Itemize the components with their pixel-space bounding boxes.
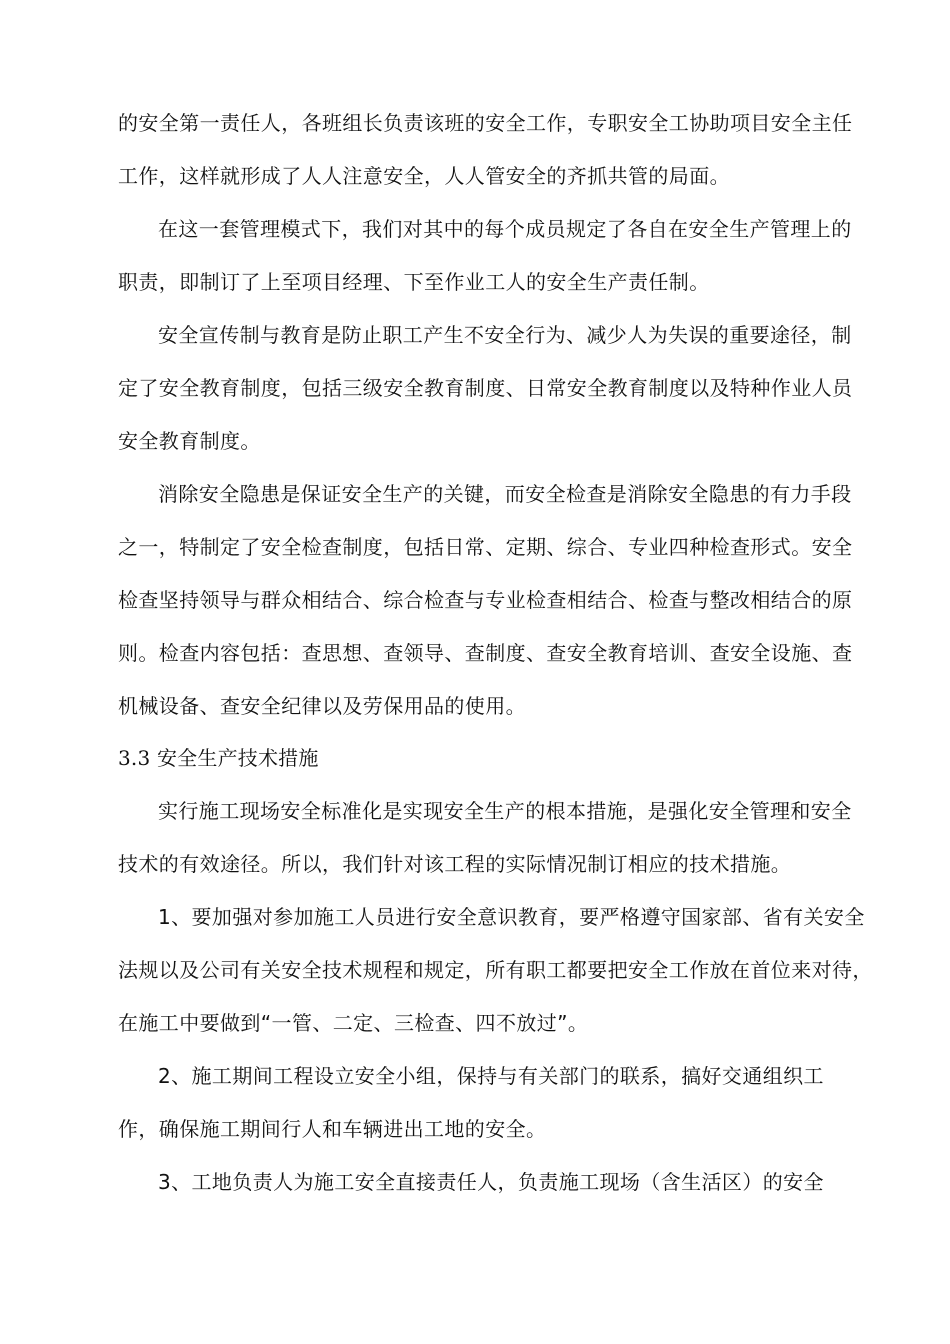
paragraph-first-line: 1、要加强对参加施工人员进行安全意识教育，要严格遵守国家部、省有关安全	[158, 905, 865, 929]
paragraph-first-line: 消除安全隐患是保证安全生产的关键，而安全检查是消除安全隐患的有力手段	[158, 482, 852, 506]
text-line: 作，确保施工期间行人和车辆进出工地的安全。	[118, 1117, 547, 1141]
text-line: 机械设备、查安全纪律以及劳保用品的使用。	[118, 694, 526, 718]
paragraph-first-line: 在这一套管理模式下，我们对其中的每个成员规定了各自在安全生产管理上的	[158, 217, 852, 241]
text-line: 职责，即制订了上至项目经理、下至作业工人的安全生产责任制。	[118, 270, 710, 294]
text-line: 安全教育制度。	[118, 429, 261, 453]
text-line: 之一，特制定了安全检查制度，包括日常、定期、综合、专业四种检查形式。安全	[118, 535, 853, 559]
text-line: 则。检查内容包括：查思想、查领导、查制度、查安全教育培训、查安全设施、查	[118, 641, 853, 665]
paragraph-first-line: 安全宣传制与教育是防止职工产生不安全行为、减少人为失误的重要途径，制	[158, 323, 852, 347]
text-line: 技术的有效途径。所以，我们针对该工程的实际情况制订相应的技术措施。	[118, 852, 792, 876]
text-line: 定了安全教育制度，包括三级安全教育制度、日常安全教育制度以及特种作业人员	[118, 376, 853, 400]
text-line: 在施工中要做到“一管、二定、三检查、四不放过”。	[118, 1011, 589, 1035]
text-line: 法规以及公司有关安全技术规程和规定，所有职工都要把安全工作放在首位来对待，	[118, 958, 873, 982]
paragraph-first-line: 2、施工期间工程设立安全小组，保持与有关部门的联系，搞好交通组织工	[158, 1064, 824, 1088]
text-line: 工作，这样就形成了人人注意安全，人人管安全的齐抓共管的局面。	[118, 164, 730, 188]
text-line: 检查坚持领导与群众相结合、综合检查与专业检查相结合、检查与整改相结合的原	[118, 588, 853, 612]
section-heading: 3.3 安全生产技术措施	[118, 746, 319, 770]
paragraph-first-line: 实行施工现场安全标准化是实现安全生产的根本措施，是强化安全管理和安全	[158, 799, 852, 823]
paragraph-first-line: 3、工地负责人为施工安全直接责任人，负责施工现场（含生活区）的安全	[158, 1170, 824, 1194]
text-line: 的安全第一责任人，各班组长负责该班的安全工作，专职安全工协助项目安全主任	[118, 111, 853, 135]
